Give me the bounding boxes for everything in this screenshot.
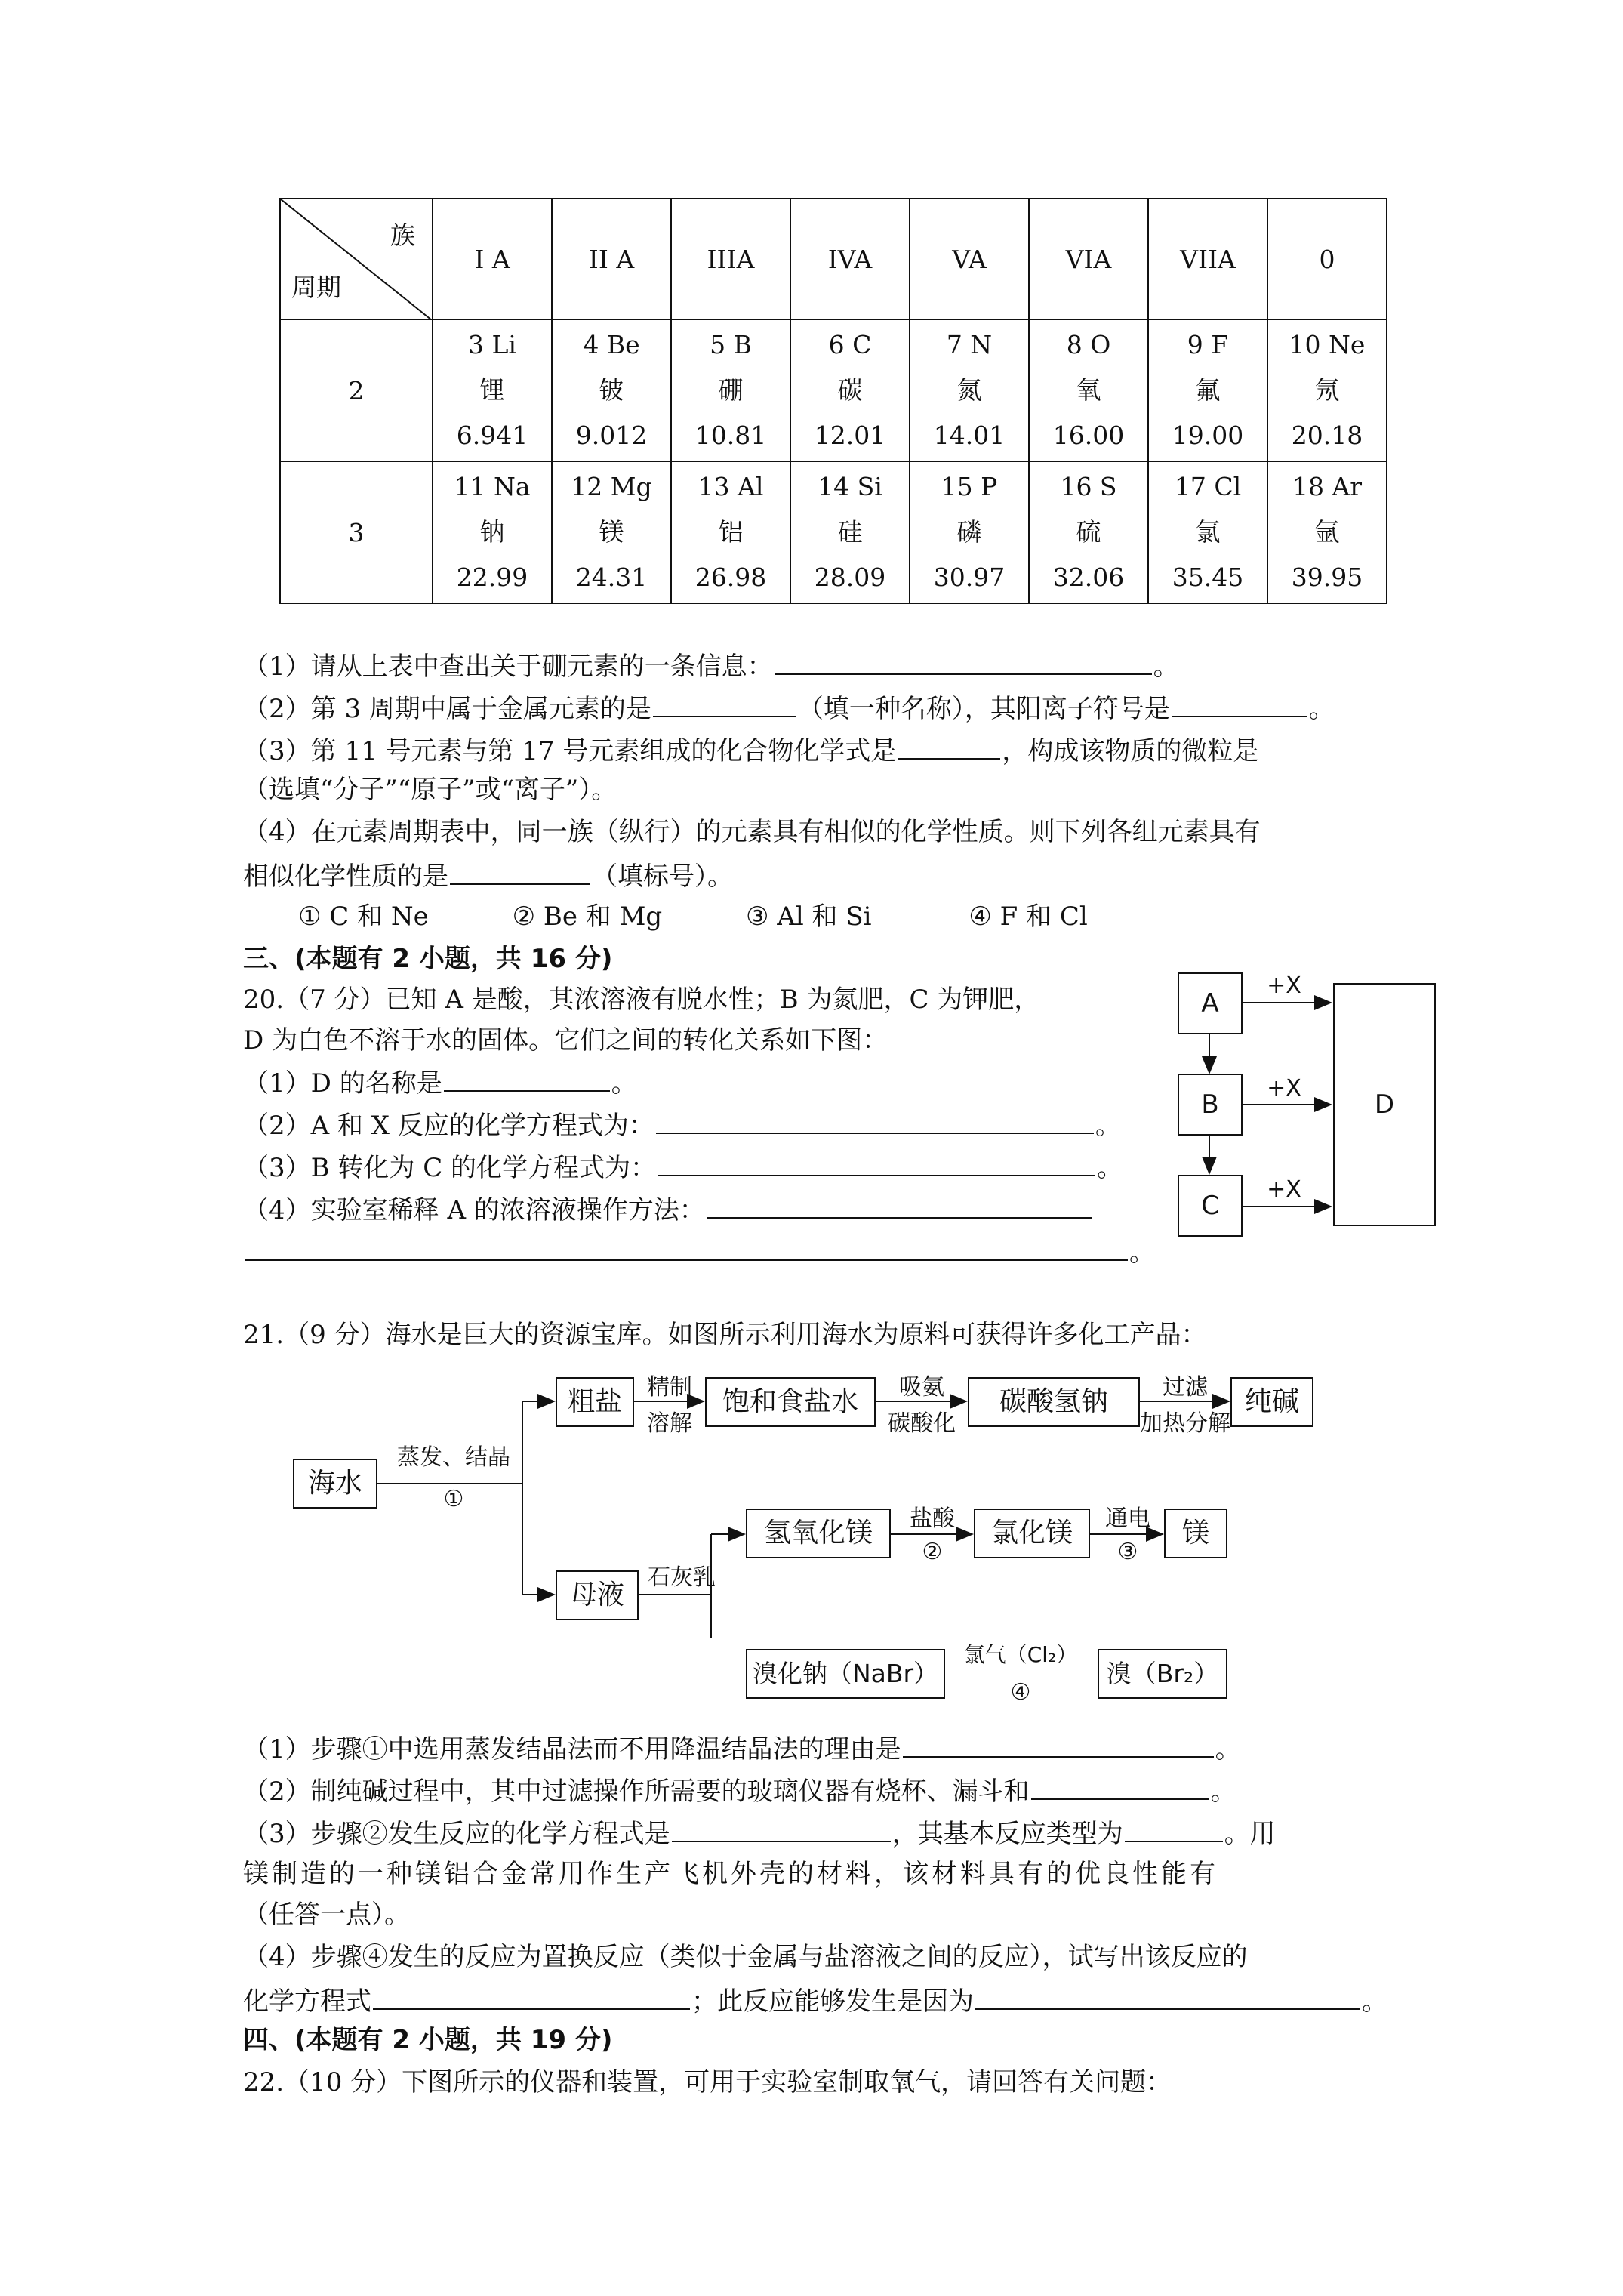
element-cell: 15 P 磷 30.97 <box>910 461 1029 603</box>
table-row-period-3 <box>280 461 1387 603</box>
label-filter: 过滤 <box>1163 1374 1208 1401</box>
reagent-x-label: +X <box>1267 972 1301 999</box>
option-4: ④ F 和 Cl <box>969 901 1088 932</box>
label-heat-decompose: 加热分解 <box>1140 1410 1230 1437</box>
label-chlorine: 氯气（Cl₂） <box>963 1642 1078 1667</box>
element-cell: 17 Cl 氯 35.45 <box>1148 461 1267 603</box>
option-2: ② Be 和 Mg <box>512 901 663 932</box>
q20-line2: D 为白色不溶于水的固体。它们之间的转化关系如下图： <box>243 1025 888 1056</box>
reagent-x-label: +X <box>1267 1075 1301 1102</box>
q20-line1: 20.（7 分）已知 A 是酸，其浓溶液有脱水性；B 为氮肥，C 为钾肥， <box>243 985 1040 1015</box>
label-step-2: ② <box>922 1539 943 1565</box>
group-header-label: 族 <box>390 220 415 250</box>
section-heading-3: 三、(本题有 2 小题，共 16 分) <box>243 944 613 974</box>
q19-part2: （2）第 3 周期中属于金属元素的是 （填一种名称），其阳离子符号是 。 <box>243 690 1335 726</box>
q20-part4: （4）实验室稀释 A 的浓溶液操作方法： <box>243 1191 1093 1227</box>
element-cell: 3 Li 锂 6.941 <box>433 319 552 461</box>
element-cell: 10 Ne 氖 20.18 <box>1267 319 1387 461</box>
element-cell: 7 N 氮 14.01 <box>910 319 1029 461</box>
answer-blank[interactable] <box>775 648 1152 675</box>
answer-blank[interactable] <box>1172 690 1307 717</box>
period-label: 2 <box>280 319 433 461</box>
q19-part3: （3）第 11 号元素与第 17 号元素组成的化合物化学式是 ，构成该物质的微粒是 <box>243 732 1258 768</box>
q21-intro: 21.（9 分）海水是巨大的资源宝库。如图所示利用海水为原料可获得许多化工产品： <box>243 1320 1207 1350</box>
node-a: A <box>1178 972 1243 1034</box>
node-magnesium-chloride: 氯化镁 <box>974 1509 1090 1558</box>
element-cell: 4 Be 铍 9.012 <box>552 319 671 461</box>
table-row-period-2 <box>280 319 1387 461</box>
label-electrolysis: 通电 <box>1105 1505 1150 1532</box>
group-header: VIIA <box>1148 199 1267 319</box>
node-sodium-bromide: 溴化钠（NaBr） <box>746 1649 945 1699</box>
node-c: C <box>1178 1175 1243 1237</box>
element-cell: 12 Mg 镁 24.31 <box>552 461 671 603</box>
element-cell: 11 Na 钠 22.99 <box>433 461 552 603</box>
q20-part2: （2）A 和 X 反应的化学方程式为： 。 <box>243 1107 1121 1142</box>
q20-part1: （1）D 的名称是 。 <box>243 1065 637 1100</box>
periodic-table <box>279 198 1387 604</box>
answer-blank[interactable] <box>653 690 796 717</box>
option-1: ① C 和 Ne <box>298 901 429 932</box>
answer-blank[interactable] <box>707 1191 1092 1219</box>
option-3: ③ Al 和 Si <box>746 901 872 932</box>
q19-part4-cont: 相似化学性质的是 （填标号）。 <box>243 858 733 893</box>
answer-blank[interactable] <box>898 732 1000 760</box>
element-cell: 8 O 氧 16.00 <box>1029 319 1148 461</box>
node-mother-liquor: 母液 <box>556 1570 639 1620</box>
q21-part3: （3）步骤②发生反应的化学方程式是 ，其基本反应类型为 。用 <box>243 1815 1276 1851</box>
node-d: D <box>1333 983 1436 1226</box>
label-carbonation: 碳酸化 <box>888 1410 956 1437</box>
label-refine: 精制 <box>647 1374 692 1401</box>
element-cell: 18 Ar 氩 39.95 <box>1267 461 1387 603</box>
q21-part3-cont: 镁制造的一种镁铝合金常用作生产飞机外壳的材料，该材料具有的优良性能有 <box>243 1859 1218 1889</box>
node-saturated-brine: 饱和食盐水 <box>705 1377 876 1427</box>
node-magnesium: 镁 <box>1164 1509 1227 1558</box>
group-header: I A <box>433 199 552 319</box>
node-b: B <box>1178 1074 1243 1136</box>
q21-part4-cont: 化学方程式 ；此反应能够发生是因为 。 <box>243 1983 1387 2018</box>
node-seawater: 海水 <box>293 1459 377 1509</box>
q21-part3-end: （任答一点）。 <box>243 1900 410 1930</box>
q21-part2: （2）制纯碱过程中，其中过滤操作所需要的玻璃仪器有烧杯、漏斗和 。 <box>243 1773 1236 1808</box>
q19-part4: （4）在元素周期表中，同一族（纵行）的元素具有相似的化学性质。则下列各组元素具有 <box>243 817 1261 847</box>
answer-blank[interactable] <box>658 1149 1095 1176</box>
label-step-4: ④ <box>1010 1679 1031 1706</box>
answer-blank[interactable] <box>975 1983 1360 2010</box>
answer-blank[interactable] <box>1031 1773 1209 1800</box>
node-sodium-bicarbonate: 碳酸氢钠 <box>968 1377 1140 1427</box>
node-crude-salt: 粗盐 <box>556 1377 634 1427</box>
group-header: IIIA <box>671 199 790 319</box>
group-header: IVA <box>790 199 910 319</box>
element-cell: 5 B 硼 10.81 <box>671 319 790 461</box>
label-step-3: ③ <box>1117 1539 1138 1565</box>
answer-blank[interactable] <box>373 1983 690 2010</box>
q20-part3: （3）B 转化为 C 的化学方程式为： 。 <box>243 1149 1123 1185</box>
label-absorb-ammonia: 吸氨 <box>899 1374 944 1401</box>
q19-options <box>298 900 1088 933</box>
q21-part1: （1）步骤①中选用蒸发结晶法而不用降温结晶法的理由是 。 <box>243 1730 1241 1766</box>
period-header-label: 周期 <box>291 273 341 302</box>
answer-blank[interactable] <box>672 1815 891 1842</box>
q21-part4: （4）步骤④发生的反应为置换反应（类似于金属与盐溶液之间的反应），试写出该反应的 <box>243 1942 1248 1972</box>
label-lime-milk: 石灰乳 <box>648 1564 716 1591</box>
period-label: 3 <box>280 461 433 603</box>
q22-intro: 22.（10 分）下图所示的仪器和装置，可用于实验室制取氧气，请回答有关问题： <box>243 2067 1172 2097</box>
answer-blank[interactable] <box>450 858 590 885</box>
reagent-x-label: +X <box>1267 1176 1301 1203</box>
element-cell: 9 F 氟 19.00 <box>1148 319 1267 461</box>
table-corner-header <box>280 199 433 319</box>
label-hydrochloric-acid: 盐酸 <box>910 1505 955 1532</box>
element-cell: 13 Al 铝 26.98 <box>671 461 790 603</box>
section-heading-4: 四、(本题有 2 小题，共 19 分) <box>243 2025 613 2055</box>
q19-part3-cont: （选填“分子”“原子”或“离子”）。 <box>243 775 617 805</box>
answer-blank[interactable] <box>245 1234 1128 1261</box>
answer-blank[interactable] <box>444 1065 610 1092</box>
answer-blank[interactable] <box>1125 1815 1223 1842</box>
group-header: VIA <box>1029 199 1148 319</box>
group-header: 0 <box>1267 199 1387 319</box>
node-bromine: 溴（Br₂） <box>1098 1649 1227 1699</box>
element-cell: 6 C 碳 12.01 <box>790 319 910 461</box>
node-magnesium-hydroxide: 氢氧化镁 <box>746 1509 891 1558</box>
q19-part1: （1）请从上表中查出关于硼元素的一条信息： 。 <box>243 648 1179 683</box>
q20-part4-cont: 。 <box>243 1234 1155 1269</box>
label-step-1: ① <box>443 1486 464 1512</box>
label-evaporate: 蒸发、结晶 <box>397 1444 510 1471</box>
element-cell: 16 S 硫 32.06 <box>1029 461 1148 603</box>
element-cell: 14 Si 硅 28.09 <box>790 461 910 603</box>
answer-blank[interactable] <box>903 1730 1214 1758</box>
label-dissolve: 溶解 <box>647 1410 692 1437</box>
group-header: VA <box>910 199 1029 319</box>
group-header: II A <box>552 199 671 319</box>
answer-blank[interactable] <box>656 1107 1094 1134</box>
node-soda-ash: 纯碱 <box>1230 1377 1313 1427</box>
